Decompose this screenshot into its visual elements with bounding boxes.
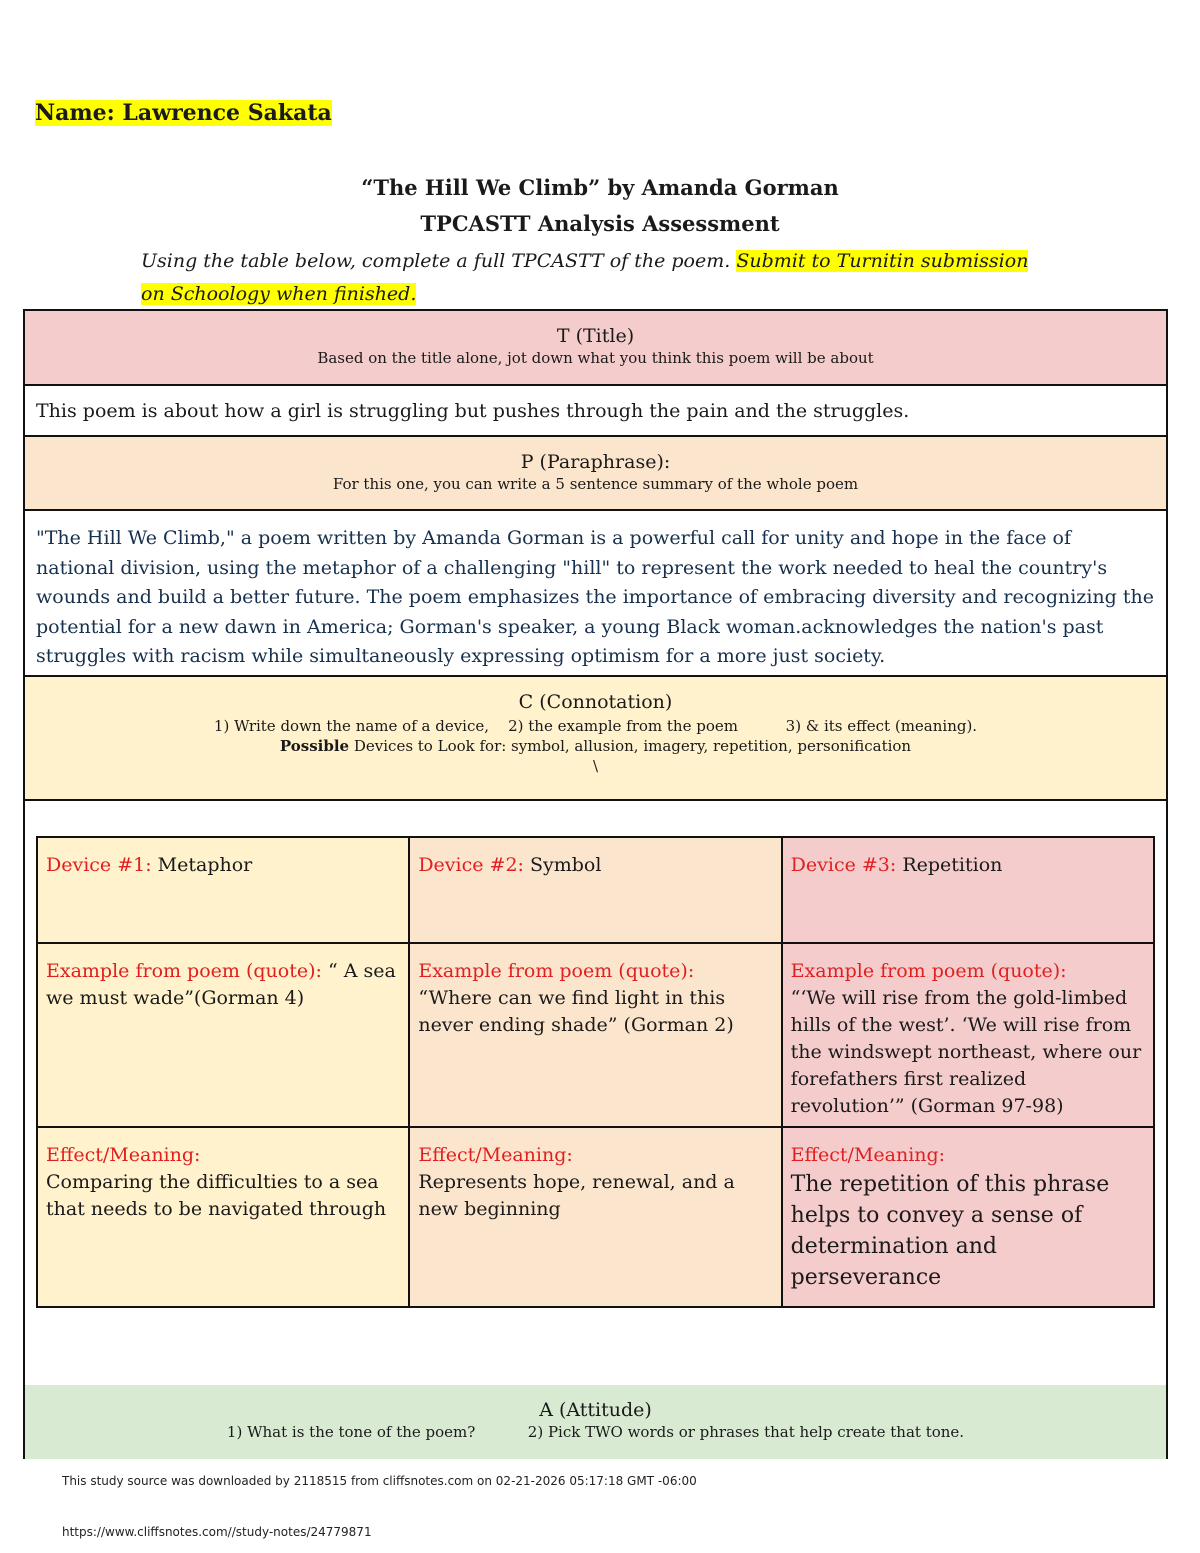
attitude-step-1: 1) What is the tone of the poem? [226,1423,476,1441]
device-value: Metaphor [151,854,253,876]
example-value: “ A sea we must wade”(Gorman 4) [46,960,396,1009]
attitude-section-header [25,1385,1166,1459]
connotation-steps [25,717,1166,735]
device-3-cell [782,837,1154,943]
possible-label: Possible [279,737,350,755]
effect-2-cell [409,1127,781,1307]
devices-table [36,836,1155,1308]
connotation-step-1: 1) Write down the name of a device, [213,717,490,735]
effect-label: Effect/Meaning: [46,1144,201,1166]
example-label: Example from poem (quote): [418,960,695,982]
table-row [37,837,1154,943]
effect-value: The repetition of this phrase helps to convey a sense of determination and perseverance [790,1172,1110,1290]
device-value: Symbol [523,854,602,876]
connotation-section-heading: C (Connotation) [518,691,673,713]
example-label: Example from poem (quote): [46,960,322,982]
device-value: Repetition [896,854,1003,876]
paraphrase-answer: "The Hill We Climb," a poem written by Amanda Gorman is a powerful call for unity and hope in the face of national division, using the metaphor of a challenging "hill" to represent the work needed to heal the country's wounds and build a better future. The poem emphasizes the importance of embracing diversity and recognizing the potential for a new dawn in America; Gorman's speaker, a young Black woman.acknowledges the nation's past struggles with racism while simultaneously expressing optimism for a more just society. [25,511,1166,677]
assessment-title: TPCASTT Analysis Assessment [420,211,780,236]
possible-devices [25,737,1166,755]
instructions-text: Using the table below, complete a full TPCASTT of the poem. [141,250,737,272]
example-value: “‘We will rise from the gold-limbed hills of the west’. ‘We will rise from the windswept northeast, where our forefathers first realized revolution’” (Gorman 97-98) [790,987,1142,1117]
paraphrase-section-heading: P (Paraphrase): [520,451,671,473]
title-section-prompt: Based on the title alone, jot down what you think this poem will be about [317,349,874,367]
example-value: “Where can we find light in this never ending shade” (Gorman 2) [418,987,734,1036]
submission-note: Submit to Turnitin submission on Schoology when finished. [141,250,1029,305]
example-1-cell [37,943,409,1127]
effect-value: Represents hope, renewal, and a new beginning [418,1171,735,1220]
poem-title: “The Hill We Climb” by Amanda Gorman [361,175,839,200]
stray-mark: \ [592,757,599,775]
table-row [37,943,1154,1127]
tpcastt-table [23,309,1168,1459]
paraphrase-section-prompt: For this one, you can write a 5 sentence summary of the whole poem [332,475,859,493]
example-3-cell [782,943,1154,1127]
attitude-section-heading: A (Attitude) [539,1399,652,1421]
download-notice: This study source was downloaded by 2118515 from cliffsnotes.com on 02-21-2026 05:17:18 GMT -06:00 [62,1474,697,1488]
device-label: Device #2: [418,854,524,876]
effect-3-cell [782,1127,1154,1307]
attitude-step-2: 2) Pick TWO words or phrases that help create that tone. [527,1423,965,1441]
source-url: https://www.cliffsnotes.com//study-notes/24779871 [62,1525,372,1539]
title-answer: This poem is about how a girl is struggling but pushes through the pain and the struggles. [25,386,1166,437]
student-name: Name: Lawrence Sakata [35,100,332,126]
effect-label: Effect/Meaning: [418,1144,573,1166]
effect-value: Comparing the difficulties to a sea that needs to be navigated through [46,1171,387,1220]
paraphrase-section-header [25,437,1166,511]
effect-label: Effect/Meaning: [790,1144,946,1166]
connotation-section-header [25,677,1166,801]
example-label: Example from poem (quote): [790,960,1067,982]
device-label: Device #1: [46,854,152,876]
table-row [37,1127,1154,1307]
instructions [141,245,1041,311]
title-section-heading: T (Title) [556,325,635,347]
connotation-step-2: 2) the example from the poem [508,717,738,735]
device-1-cell [37,837,409,943]
example-2-cell [409,943,781,1127]
title-section-header [25,311,1166,386]
device-label: Device #3: [790,854,897,876]
device-2-cell [409,837,781,943]
attitude-steps [25,1423,1166,1441]
possible-devices-list: Devices to Look for: symbol, allusion, imagery, repetition, personification [349,737,912,755]
connotation-step-3: 3) & its effect (meaning). [785,717,978,735]
effect-1-cell [37,1127,409,1307]
